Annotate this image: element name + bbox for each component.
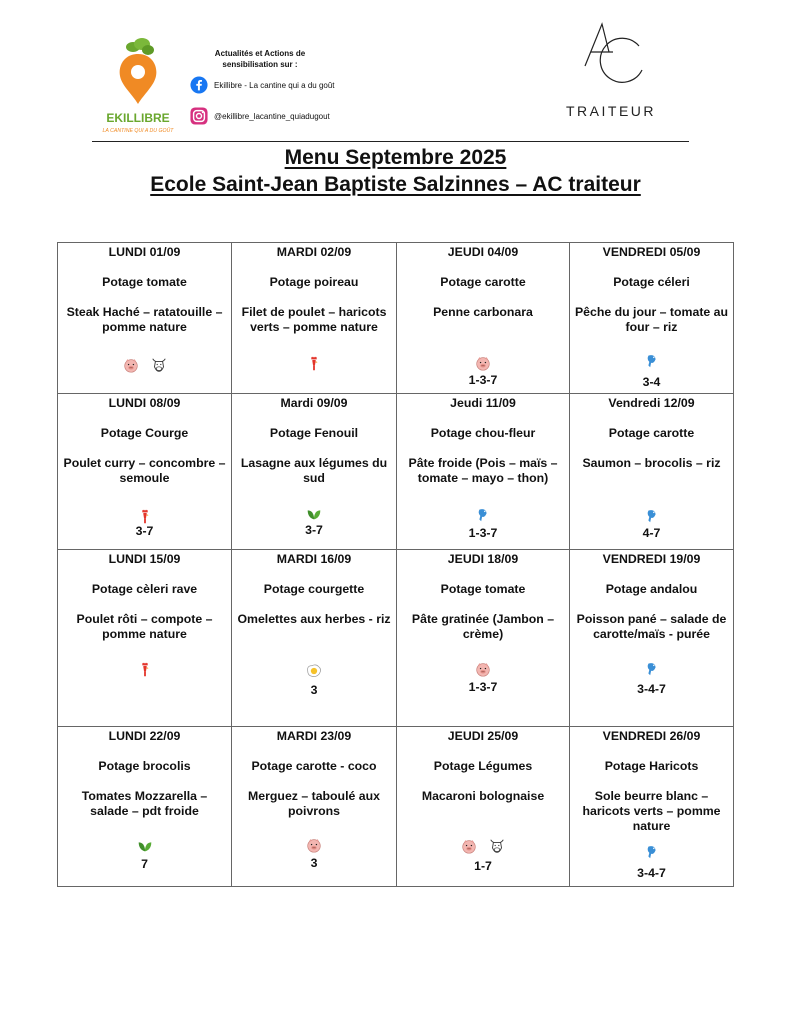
facebook-link[interactable] — [190, 75, 335, 95]
diet-icons — [61, 837, 228, 855]
diet-icons — [400, 837, 566, 855]
day-label: MARDI 16/09 — [276, 552, 352, 566]
soup-label: Potage Fenouil — [269, 426, 359, 440]
ac-traiteur-logo — [555, 22, 667, 122]
soup-label: Potage Courge — [100, 426, 189, 440]
day-label: LUNDI 15/09 — [108, 552, 181, 566]
pig-icon — [474, 660, 492, 678]
diet-icons — [400, 354, 566, 372]
allergen-codes: 3 — [310, 856, 318, 870]
allergen-codes: 3-4-7 — [637, 866, 666, 880]
week-row — [58, 243, 734, 394]
menu-day-cell — [232, 394, 397, 550]
diet-icons — [573, 352, 730, 370]
allergen-codes: 3-4-7 — [637, 682, 666, 696]
menu-title: Menu Septembre 2025 — [284, 146, 507, 169]
traiteur-wordmark: TRAITEUR — [566, 103, 656, 119]
main-dish-label: Lasagne aux légumes du sud — [240, 456, 388, 485]
diet-icons — [235, 505, 393, 523]
day-label: VENDREDI 19/09 — [602, 552, 701, 566]
pig-icon — [474, 354, 492, 372]
diet-icons — [61, 356, 228, 374]
egg-icon — [305, 662, 323, 680]
fish-icon — [643, 507, 661, 525]
pig-icon — [460, 837, 478, 855]
leaf-icon — [136, 837, 154, 855]
allergen-codes: 1-3-7 — [468, 526, 498, 540]
diet-icons — [400, 506, 566, 524]
menu-day-cell — [397, 394, 570, 550]
diet-icons — [61, 507, 228, 525]
instagram-icon — [190, 107, 208, 125]
menu-table — [57, 242, 734, 887]
day-label: LUNDI 22/09 — [108, 729, 181, 743]
menu-day-cell — [58, 727, 232, 887]
svg-text:LA CANTINE QUI A DU GOÛT: LA CANTINE QUI A DU GOÛT — [102, 128, 174, 134]
cow-icon — [150, 356, 168, 374]
main-dish-label: Penne carbonara — [433, 305, 533, 319]
fish-icon — [474, 506, 492, 524]
menu-day-cell — [397, 550, 570, 727]
allergen-codes: 1-7 — [474, 859, 492, 873]
day-label: LUNDI 01/09 — [108, 245, 181, 259]
menu-day-cell — [232, 243, 397, 394]
day-label: MARDI 23/09 — [276, 729, 352, 743]
menu-day-cell — [570, 394, 734, 550]
allergen-codes: 1-3-7 — [468, 680, 498, 694]
allergen-codes: 1-3-7 — [468, 373, 498, 387]
main-dish-label: Poisson pané – salade de carotte/maïs - purée — [576, 612, 727, 641]
menu-subtitle: Ecole Saint-Jean Baptiste Salzinnes – AC traiteur — [150, 173, 641, 196]
menu-day-cell — [570, 243, 734, 394]
chicken-icon — [136, 660, 154, 678]
day-label: Jeudi 11/09 — [450, 396, 516, 410]
pig-icon — [305, 836, 323, 854]
soup-label: Potage courgette — [263, 582, 365, 596]
day-label: LUNDI 08/09 — [108, 396, 181, 410]
day-label: MARDI 02/09 — [276, 245, 352, 259]
menu-day-cell — [232, 550, 397, 727]
diet-icons — [235, 662, 393, 680]
main-dish-label: Pâte gratinée (Jambon – crème) — [411, 612, 555, 641]
chicken-icon — [305, 354, 323, 372]
ac-monogram-icon — [555, 22, 667, 122]
day-label: JEUDI 25/09 — [447, 729, 519, 743]
day-label: VENDREDI 26/09 — [602, 729, 701, 743]
soup-label: Potage andalou — [605, 582, 698, 596]
day-label: VENDREDI 05/09 — [602, 245, 701, 259]
soup-label: Potage cèleri rave — [91, 582, 198, 596]
allergen-codes: 3-7 — [305, 523, 323, 537]
pig-icon — [122, 356, 140, 374]
fish-icon — [643, 660, 661, 678]
chicken-icon — [136, 507, 154, 525]
soup-label: Potage tomate — [440, 582, 526, 596]
diet-icons — [400, 660, 566, 678]
fish-icon — [643, 352, 661, 370]
soup-label: Potage carotte — [608, 426, 695, 440]
diet-icons — [235, 836, 393, 854]
instagram-link[interactable] — [190, 106, 330, 126]
soup-label: Potage Légumes — [433, 759, 533, 773]
day-label: JEUDI 18/09 — [447, 552, 519, 566]
main-dish-label: Saumon – brocolis – riz — [582, 456, 721, 470]
brand-wordmark: EKILLIBRE — [106, 111, 170, 125]
menu-day-cell — [58, 243, 232, 394]
soup-label: Potage tomate — [102, 275, 187, 289]
diet-icons — [235, 354, 393, 372]
facebook-label: Ekillibre - La cantine qui a du goût — [214, 80, 335, 90]
instagram-label: @ekillibre_lacantine_quiadugout — [214, 111, 330, 121]
main-dish-label: Poulet curry – concombre – semoule — [63, 456, 226, 485]
social-intro: Actualités et Actions de sensibilisation sur : — [214, 49, 306, 69]
main-dish-label: Macaroni bolognaise — [421, 789, 545, 803]
allergen-codes: 3-7 — [135, 524, 154, 538]
soup-label: Potage céleri — [613, 275, 690, 289]
menu-day-cell — [570, 727, 734, 887]
fish-icon — [643, 843, 661, 861]
diet-icons — [573, 660, 730, 678]
cow-icon — [488, 837, 506, 855]
soup-label: Potage poireau — [269, 275, 359, 289]
day-label: Mardi 09/09 — [280, 396, 348, 410]
allergen-codes: 3 — [310, 683, 318, 697]
allergen-codes: 4-7 — [642, 526, 661, 540]
main-dish-label: Steak Haché – ratatouille – pomme nature — [66, 305, 223, 334]
main-dish-label: Omelettes aux herbes - riz — [237, 612, 391, 626]
week-row — [58, 727, 734, 887]
week-row — [58, 394, 734, 550]
menu-day-cell — [397, 727, 570, 887]
day-label: Vendredi 12/09 — [608, 396, 695, 410]
leaf-icon — [305, 505, 323, 523]
carrot-pin-logo-icon — [90, 36, 190, 136]
header-divider — [92, 141, 689, 142]
soup-label: Potage carotte - coco — [251, 759, 377, 773]
main-dish-label: Poulet rôti – compote – pomme nature — [76, 612, 213, 641]
main-dish-label: Pêche du jour – tomate au four – riz — [574, 305, 729, 334]
main-dish-label: Filet de poulet – haricots verts – pomme nature — [241, 305, 387, 334]
allergen-codes: 3-4 — [642, 375, 661, 389]
ekillibre-logo — [90, 36, 190, 136]
week-row — [58, 550, 734, 727]
menu-day-cell — [232, 727, 397, 887]
main-dish-label: Sole beurre blanc – haricots verts – pomme nature — [582, 789, 721, 833]
menu-day-cell — [397, 243, 570, 394]
diet-icons — [573, 507, 730, 525]
soup-label: Potage carotte — [440, 275, 526, 289]
diet-icons — [61, 660, 228, 678]
main-dish-label: Tomates Mozzarella – salade – pdt froide — [81, 789, 208, 818]
main-dish-label: Merguez – taboulé aux poivrons — [248, 789, 380, 818]
menu-day-cell — [570, 550, 734, 727]
menu-day-cell — [58, 394, 232, 550]
main-dish-label: Pâte froide (Pois – maïs – tomate – mayo – thon) — [408, 456, 558, 485]
soup-label: Potage Haricots — [604, 759, 699, 773]
soup-label: Potage chou-fleur — [430, 426, 536, 440]
menu-day-cell — [58, 550, 232, 727]
soup-label: Potage brocolis — [98, 759, 191, 773]
day-label: JEUDI 04/09 — [447, 245, 519, 259]
allergen-codes: 7 — [141, 857, 148, 871]
facebook-icon — [190, 76, 208, 94]
diet-icons — [573, 843, 730, 861]
